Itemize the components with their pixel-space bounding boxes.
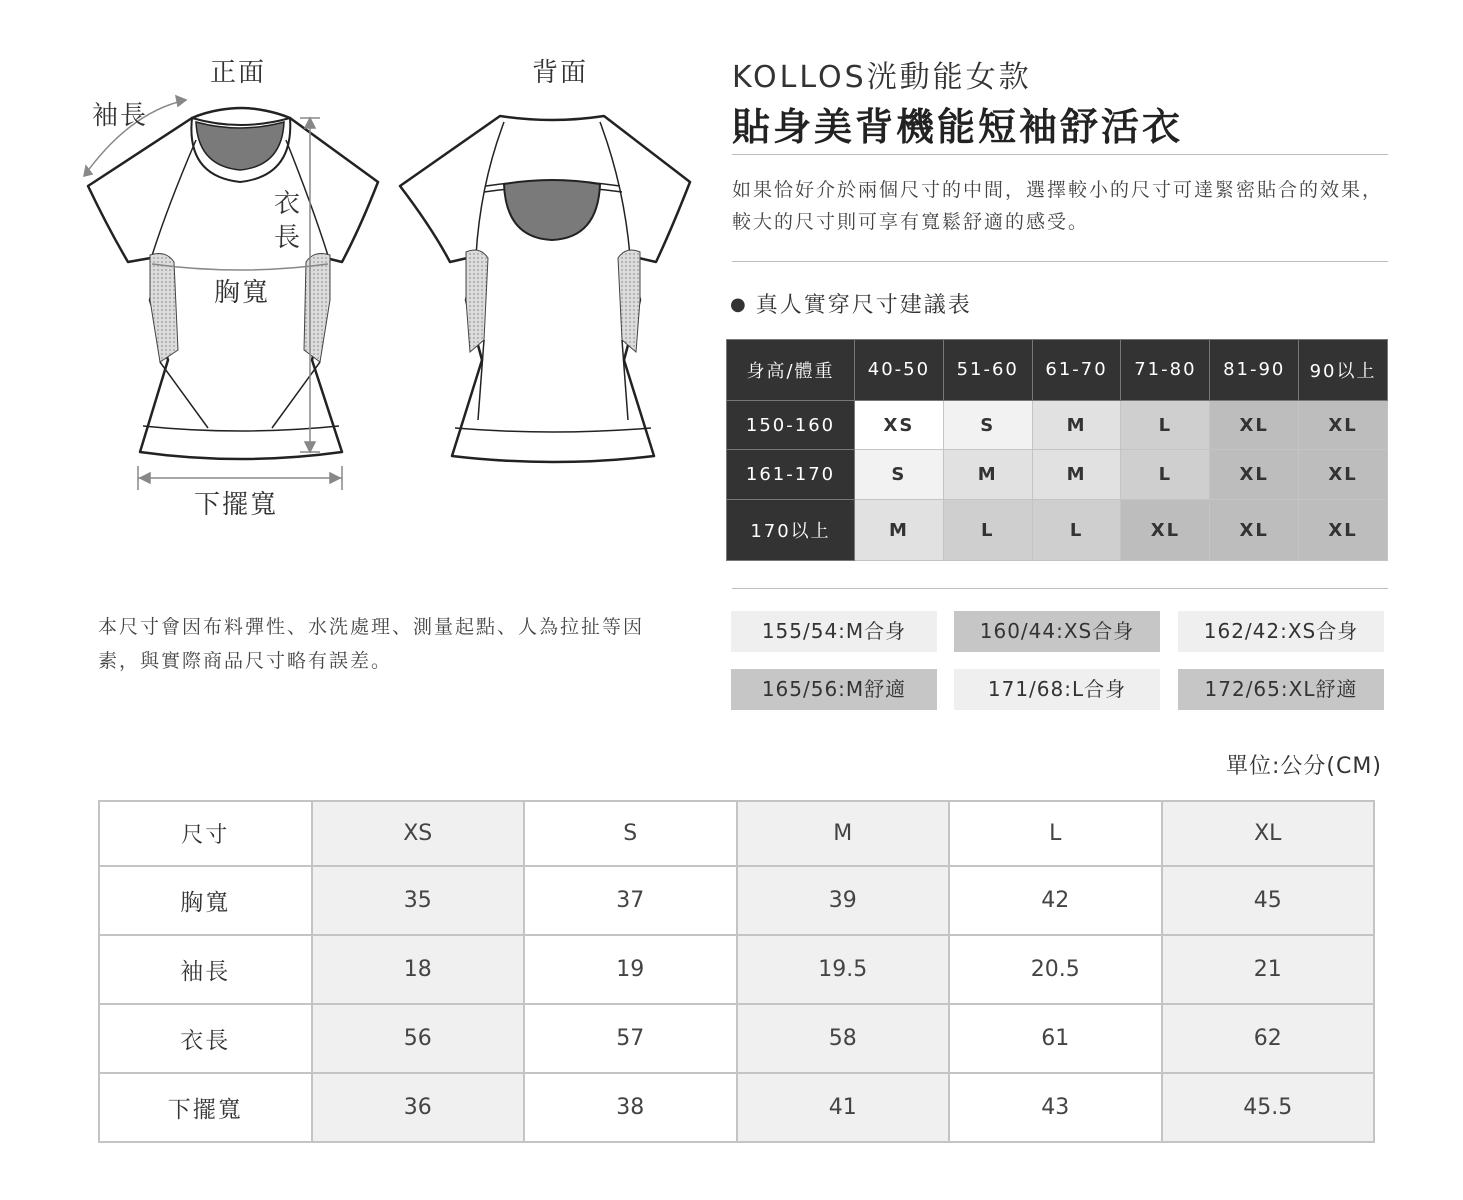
size-table [98,800,1375,1143]
size-cell: XS [855,400,944,450]
product-description: 如果恰好介於兩個尺寸的中間，選擇較小的尺寸可達緊密貼合的效果，較大的尺寸則可享有寬鬆舒適的感受。 [732,179,1384,233]
size-cell: L [1121,450,1210,500]
measure-value: 42 [949,866,1162,935]
weight-header: 40-50 [855,340,944,401]
size-disclaimer: 本尺寸會因布料彈性、水洗處理、測量起點、人為拉扯等因素，與實際商品尺寸略有誤差。 [98,616,645,672]
measure-value: 36 [312,1073,525,1142]
height-header: 161-170 [727,450,855,500]
table-row [99,1073,1374,1142]
front-mesh-right [304,254,330,362]
size-header: XS [312,801,525,866]
brand-line: KOLLOS洸動能女款 [732,60,1032,95]
table-row [99,935,1374,1004]
product-title: 貼身美背機能短袖舒活衣 [732,105,1184,149]
bullet-icon: ● [730,294,748,315]
size-header: L [949,801,1162,866]
table-row [99,866,1374,935]
size-cell: XL [1210,400,1299,450]
measure-label: 衣長 [99,1004,312,1073]
measure-value: 45 [1162,866,1375,935]
weight-header: 81-90 [1210,340,1299,401]
fit-example-chip: 155/54:M合身 [731,611,937,652]
recommend-section-title [730,288,972,319]
size-header: M [737,801,950,866]
recommend-table [726,339,1388,561]
fit-example-chip: 162/42:XS合身 [1178,611,1384,652]
weight-header: 51-60 [943,340,1032,401]
divider [732,588,1388,589]
measure-label: 袖長 [99,935,312,1004]
measure-label: 下擺寬 [99,1073,312,1142]
divider [732,154,1388,155]
back-label: 背面 [532,58,589,88]
table-row [99,1004,1374,1073]
size-cell: M [1032,450,1121,500]
front-mesh-left [150,254,178,362]
recommend-row [727,500,1388,561]
size-header-row [99,801,1374,866]
recommend-row [727,400,1388,450]
size-cell: XL [1299,400,1388,450]
measure-value: 58 [737,1004,950,1073]
size-cell: L [1032,500,1121,561]
measure-label: 胸寬 [99,866,312,935]
size-cell: XL [1299,500,1388,561]
recommend-header-row [727,340,1388,401]
size-cell: XL [1210,450,1299,500]
measure-value: 19 [524,935,737,1004]
weight-header: 61-70 [1032,340,1121,401]
sleeve-length-label: 袖長 [92,101,149,131]
measure-value: 45.5 [1162,1073,1375,1142]
divider [732,261,1388,262]
recommend-corner: 身高/體重 [727,340,855,401]
measure-value: 20.5 [949,935,1162,1004]
size-header: XL [1162,801,1375,866]
size-cell: L [1121,400,1210,450]
measure-value: 41 [737,1073,950,1142]
weight-header: 90以上 [1299,340,1388,401]
measure-value: 19.5 [737,935,950,1004]
recommend-row [727,450,1388,500]
recommend-section-title-text: 真人實穿尺寸建議表 [755,293,972,318]
measure-value: 43 [949,1073,1162,1142]
size-cell: M [1032,400,1121,450]
size-cell: XL [1121,500,1210,561]
measure-value: 56 [312,1004,525,1073]
length-label-1: 衣 [273,189,300,219]
size-cell: M [855,500,944,561]
measure-value: 61 [949,1004,1162,1073]
measure-value: 38 [524,1073,737,1142]
size-cell: S [943,400,1032,450]
front-label: 正面 [210,58,267,88]
size-cell: M [943,450,1032,500]
weight-header: 71-80 [1121,340,1210,401]
length-label-2: 長 [273,223,300,253]
size-cell: L [943,500,1032,561]
measure-value: 37 [524,866,737,935]
measure-value: 21 [1162,935,1375,1004]
size-corner: 尺寸 [99,801,312,866]
height-header: 150-160 [727,400,855,450]
measure-value: 18 [312,935,525,1004]
measure-value: 62 [1162,1004,1375,1073]
size-cell: XL [1210,500,1299,561]
size-header: S [524,801,737,866]
back-shirt-outline [400,116,690,462]
height-header: 170以上 [727,500,855,561]
size-cell: XL [1299,450,1388,500]
shirt-diagram [0,0,720,560]
measure-value: 57 [524,1004,737,1073]
hem-label: 下擺寬 [194,490,279,520]
unit-label: 單位:公分(CM) [1226,754,1382,779]
measure-value: 35 [312,866,525,935]
fit-example-chip: 172/65:XL舒適 [1178,669,1384,710]
fit-example-chip: 160/44:XS合身 [954,611,1160,652]
fit-example-chip: 171/68:L合身 [954,669,1160,710]
fit-example-chip: 165/56:M舒適 [731,669,937,710]
chest-label: 胸寬 [214,278,271,308]
measure-value: 39 [737,866,950,935]
size-cell: S [855,450,944,500]
